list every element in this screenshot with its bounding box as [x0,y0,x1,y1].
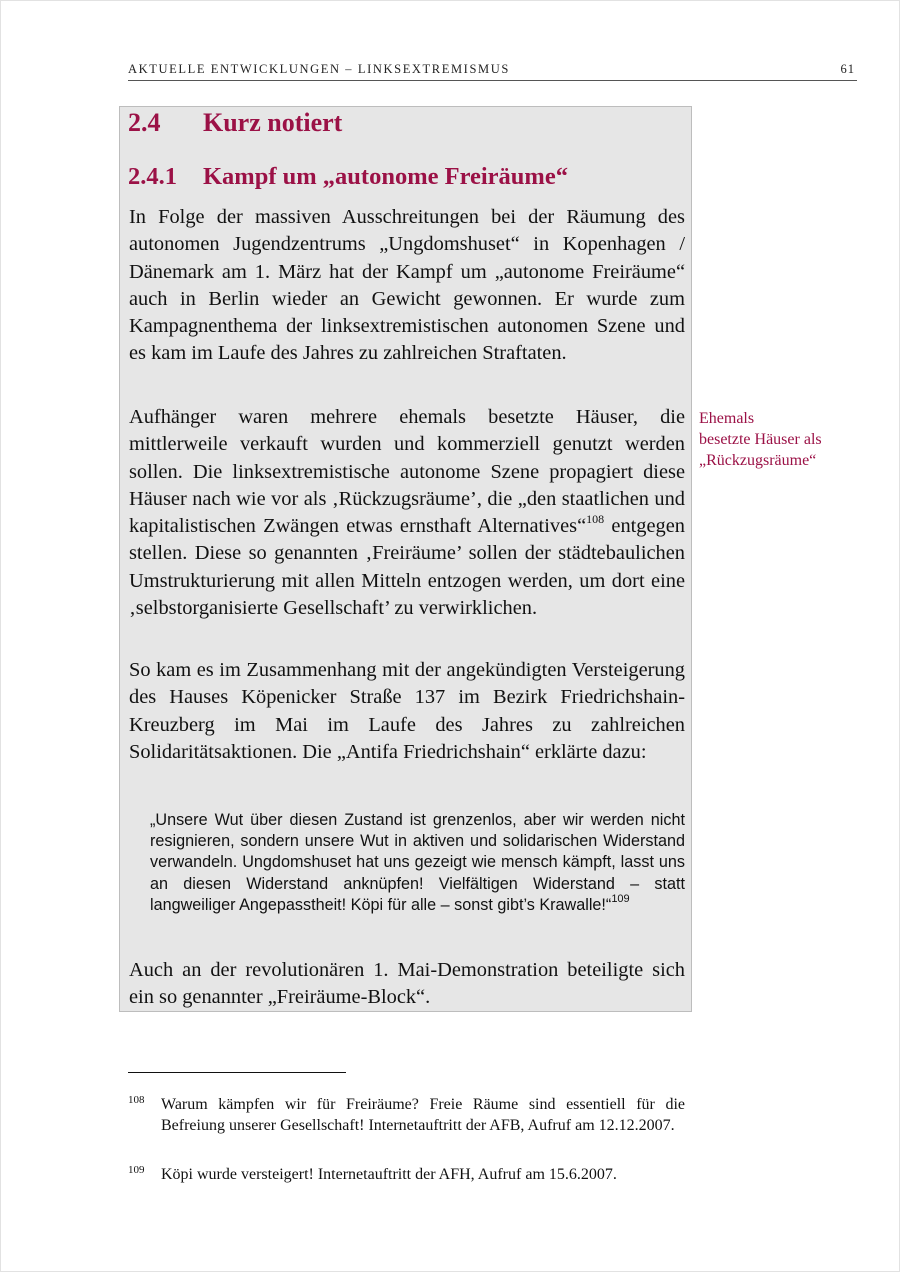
block-quote [150,810,685,916]
margin-note-line-3: „Rückzugsräume“ [699,452,817,469]
margin-note-line-2: besetzte Häuser als [699,431,822,448]
footnote-108 [128,1094,685,1136]
section-title: Kurz notiert [203,108,343,137]
footnote-text: Warum kämpfen wir für Freiräume? Freie Räume sind essentiell für die Befreiung unserer Gesellschaft! Internetauftritt der AFB, Aufruf am 12.12.2007. [161,1096,685,1134]
footnote-number: 108 [128,1094,145,1106]
footnote-number: 109 [128,1164,145,1176]
subsection-heading [128,165,568,190]
footnote-109 [128,1164,685,1185]
subsection-title: Kampf um „autonome Freiräume“ [203,163,568,190]
paragraph-1: In Folge der massiven Ausschreitungen bei der Räumung des autonomen Jugendzentrums „Ungdomshuset“ in Kopenhagen / Dänemark am 1. März hat der Kampf um „autonome Freiräume“ auch in Berlin wieder an Gewicht gewonnen. Er wurde zum Kampagnenthema der linksextremistischen autonomen Szene und es kam im Laufe des Jahres zu zahlreichen Straftaten. [129,206,685,365]
paragraph-4: Auch an der revolutionären 1. Mai-Demonstration beteiligte sich ein so genannter „Freiräume-Block“. [129,959,685,1009]
footnote-text: Köpi wurde versteigert! Internetauftritt der AFH, Aufruf am 15.6.2007. [161,1166,617,1183]
paragraph-2 [129,404,685,622]
running-header [128,62,857,81]
subsection-number: 2.4.1 [128,163,177,190]
footnote-ref-108[interactable]: 108 [586,512,605,527]
margin-note-line-1: Ehemals [699,410,755,427]
paragraph-2-part-1: Aufhänger waren mehrere ehemals besetzte Häuser, die mittlerweile verkauft wurden und kommerziell genutzt werden sollen. Die linksextremistische autonome Szene propagiert diese Häuser nach wie vor als ‚Rückzugsräume’, die „den staatlichen und kapitalistischen Zwängen etwas ernsthaft Alternatives“ [129,406,685,538]
section-number: 2.4 [128,108,161,137]
margin-note [699,408,869,471]
paragraph-3: So kam es im Zusammenhang mit der angekündigten Versteigerung des Hauses Köpenicker Straße 137 im Bezirk Friedrichshain-Kreuzberg im Mai im Laufe des Jahres zu zahlreichen Solidaritätsaktionen. Die „Antifa Friedrichshain“ erklärte dazu: [129,659,685,763]
paragraph-2-part-2: entgegen stellen. Diese so genannten ‚Freiräume’ sollen der städtebaulichen Umstrukturierung mit allen Mitteln entzogen werden, um dort eine ‚selbstorganisierte Gesellschaft’ zu verwirklichen. [129,515,685,620]
footnote-ref-109[interactable]: 109 [611,892,630,905]
footnote-separator [128,1072,346,1073]
section-heading [128,110,342,136]
quote-text: „Unsere Wut über diesen Zustand ist grenzenlos, aber wir werden nicht resignieren, sondern unsere Wut in aktiven und solidarischen Widerstand verwandeln. Ungdomshuset hat uns gezeigt wie mensch kämpft, lasst uns an diesen Widerstand anknüpfen! Vielfältigen Widerstand – statt langweiliger Angepasstheit! Köpi für alle – sonst gibt’s Krawalle!“ [150,811,685,914]
running-header-title: AKTUELLE ENTWICKLUNGEN – LINKSEXTREMISMUS [128,62,510,76]
page-number: 61 [840,62,855,76]
